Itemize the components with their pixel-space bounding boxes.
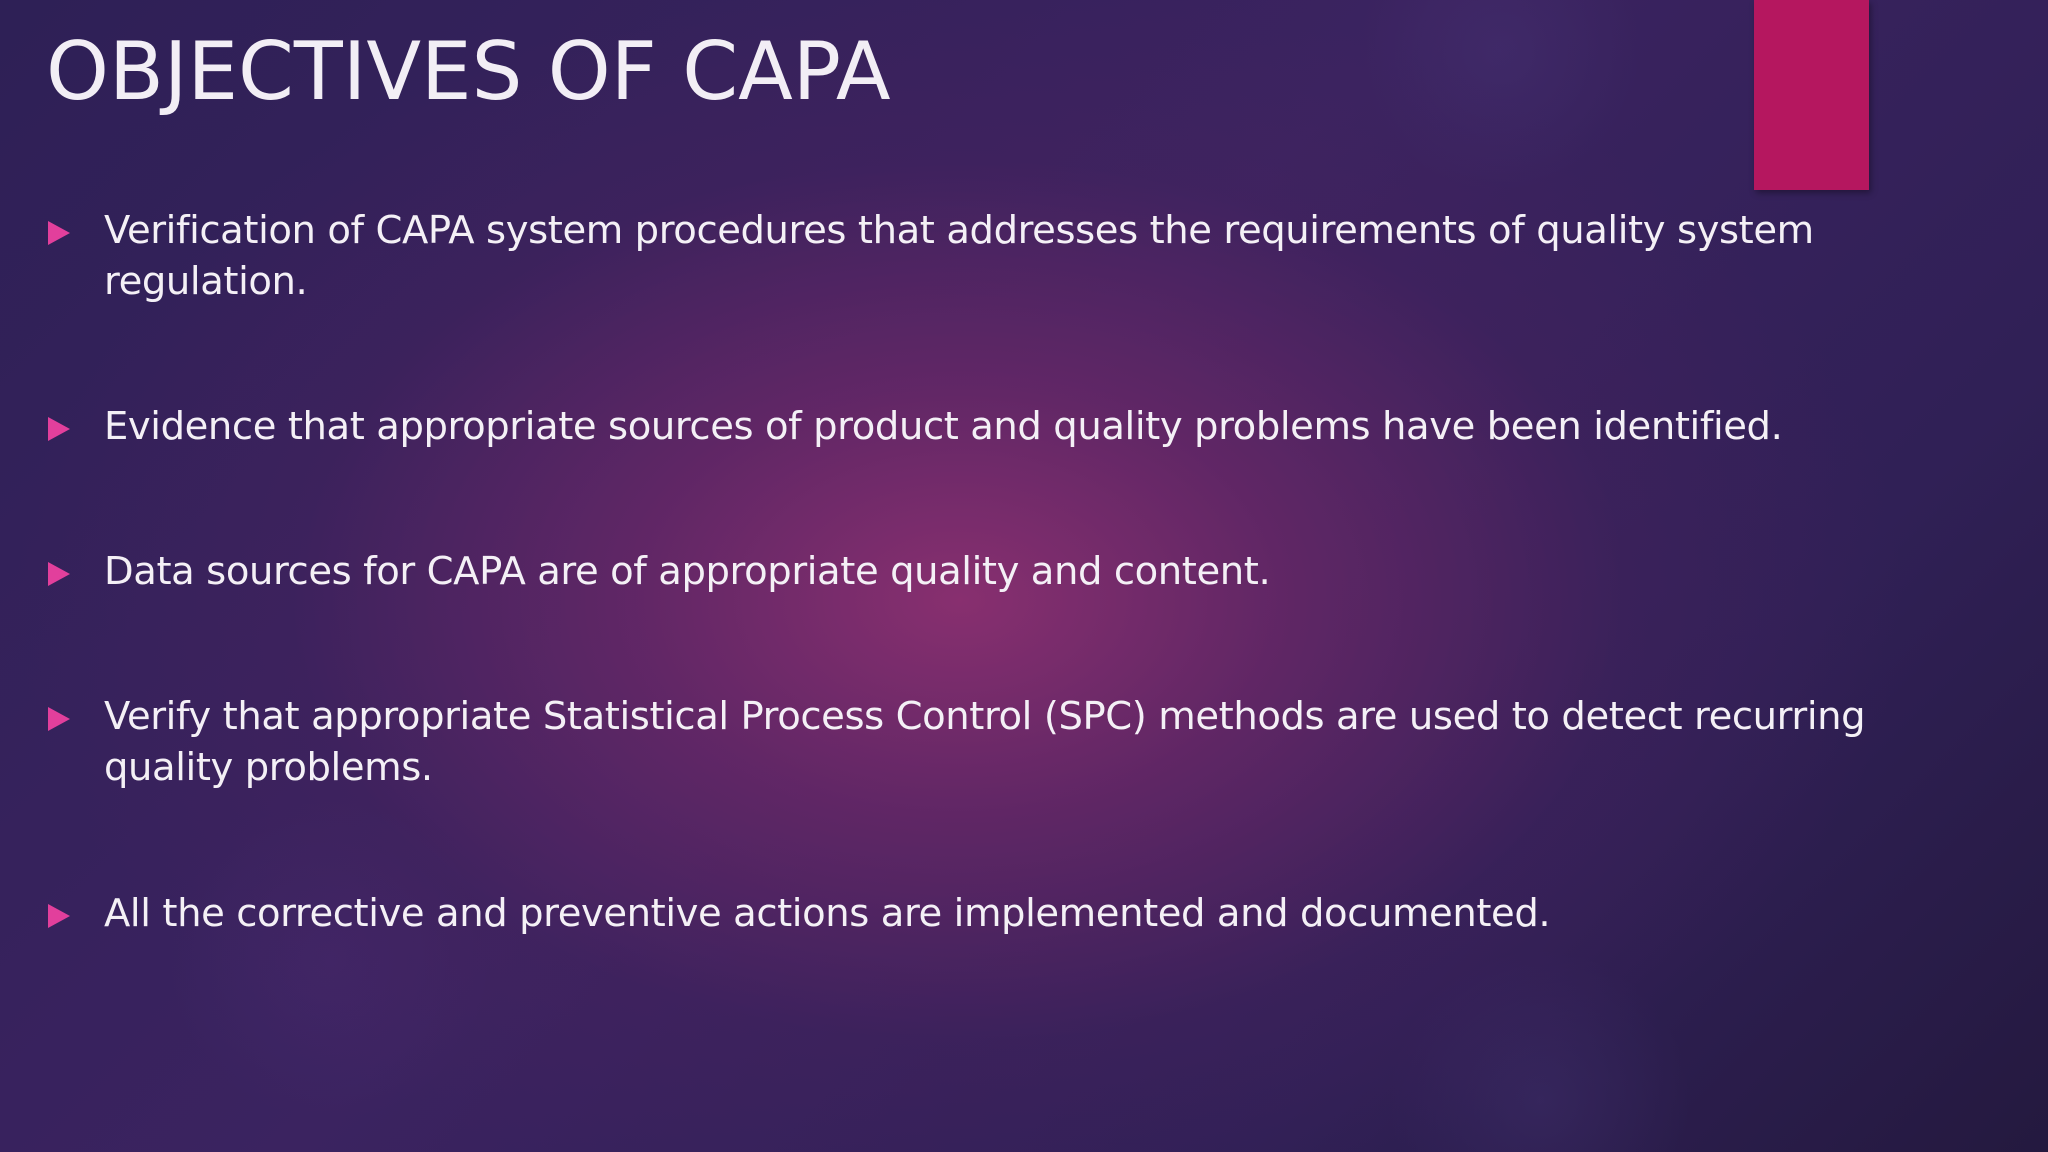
- triangle-right-icon: [48, 562, 70, 586]
- triangle-right-icon: [48, 707, 70, 731]
- bullet-text: Data sources for CAPA are of appropriate quality and content.: [104, 549, 1271, 594]
- bullet-text: Evidence that appropriate sources of product and quality problems have been identified.: [104, 404, 1783, 449]
- bullet-text: Verification of CAPA system procedures that addresses the requirements of quality system regulation.: [104, 208, 1814, 304]
- triangle-right-icon: [48, 221, 70, 245]
- bullet-text: All the corrective and preventive actions are implemented and documented.: [104, 891, 1551, 936]
- triangle-right-icon: [48, 904, 70, 928]
- slide-title: OBJECTIVES OF CAPA: [46, 25, 891, 118]
- triangle-right-icon: [48, 417, 70, 441]
- bullet-text: Verify that appropriate Statistical Process Control (SPC) methods are used to detect recurring quality problems.: [104, 694, 1866, 790]
